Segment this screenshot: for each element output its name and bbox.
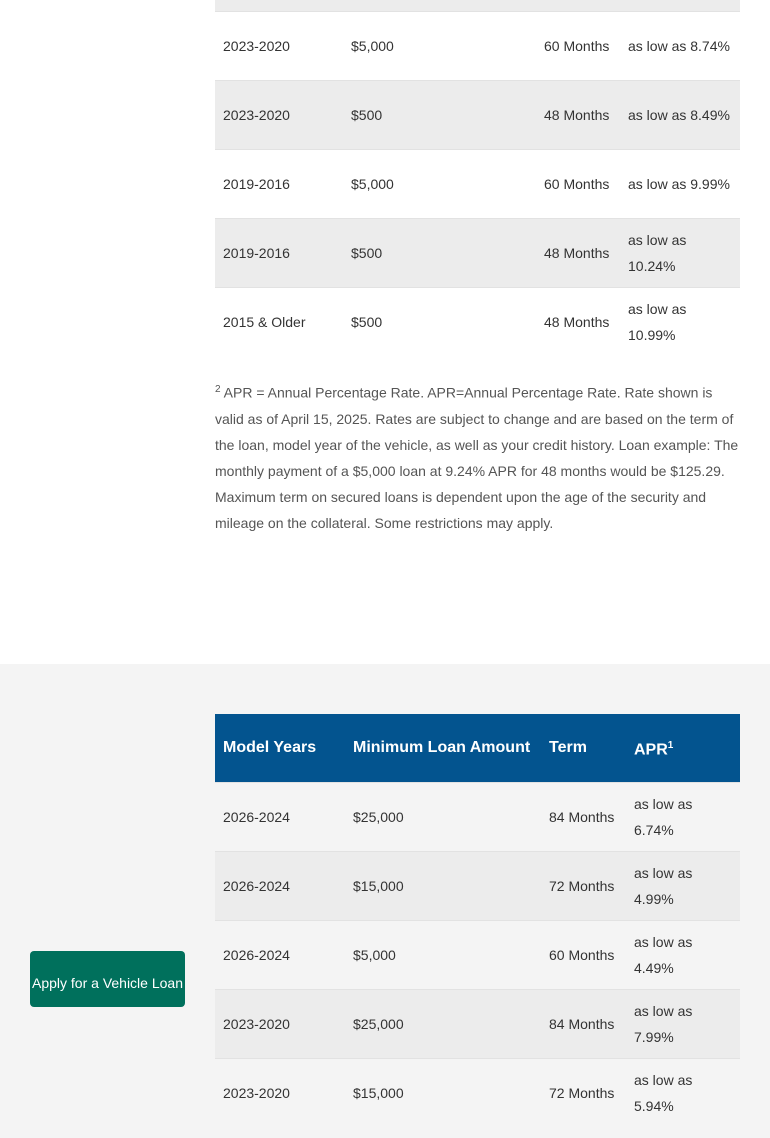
cell-years: 2015 & Older bbox=[215, 288, 343, 357]
table-row bbox=[215, 851, 740, 920]
cell-years: 2026-2024 bbox=[215, 920, 345, 989]
cell-term: 48 Months bbox=[536, 288, 620, 357]
cell-term: 48 Months bbox=[536, 81, 620, 150]
table-row bbox=[215, 219, 740, 288]
rates-table bbox=[215, 714, 740, 1127]
cell-years: 2019-2016 bbox=[215, 150, 343, 219]
cell-apr: as low as 8.74% bbox=[620, 12, 740, 81]
cell-amount: $5,000 bbox=[343, 12, 536, 81]
cell-term: 60 Months bbox=[536, 12, 620, 81]
cell-term: 72 Months bbox=[541, 1058, 626, 1127]
header-model-years: Model Years bbox=[215, 714, 345, 782]
footnote-marker: 2 bbox=[215, 384, 221, 395]
cell-years: 2023-2020 bbox=[215, 12, 343, 81]
cell-years: 2026-2024 bbox=[215, 782, 345, 851]
cell-years: 2023-2020 bbox=[215, 81, 343, 150]
cell-amount: $25,000 bbox=[345, 989, 541, 1058]
cell-amount: $500 bbox=[343, 81, 536, 150]
cell-years: 2019-2016 bbox=[215, 219, 343, 288]
cell-apr: as low as 6.74% bbox=[626, 782, 740, 851]
cell-amount: $15,000 bbox=[345, 851, 541, 920]
cell-term: 60 Months bbox=[541, 920, 626, 989]
apr-footnote bbox=[215, 377, 742, 536]
table-row bbox=[215, 150, 740, 219]
rates-table-older bbox=[215, 11, 740, 357]
cell-term: 48 Months bbox=[536, 219, 620, 288]
apr-label: APR bbox=[634, 740, 668, 758]
apr-footnote-marker: 1 bbox=[667, 739, 674, 751]
cell-apr: as low as 10.99% bbox=[620, 288, 740, 357]
cell-amount: $5,000 bbox=[343, 150, 536, 219]
table-row bbox=[215, 12, 740, 81]
cell-apr: as low as 5.94% bbox=[626, 1058, 740, 1127]
cell-amount: $500 bbox=[343, 219, 536, 288]
cell-apr: as low as 4.49% bbox=[626, 920, 740, 989]
header-apr bbox=[626, 714, 740, 782]
cell-apr: as low as 7.99% bbox=[626, 989, 740, 1058]
cell-apr: as low as 10.24% bbox=[620, 219, 740, 288]
cell-amount: $5,000 bbox=[345, 920, 541, 989]
cell-years: 2026-2024 bbox=[215, 851, 345, 920]
table-row bbox=[215, 1058, 740, 1127]
table-row bbox=[215, 782, 740, 851]
footnote-text: APR = Annual Percentage Rate. APR=Annual Percentage Rate. Rate shown is valid as of April 15, 2025. Rates are subject to change and are based on the term of the loan, model year of the vehicle, as well as your credit history. Loan example: The monthly payment of a $5,000 loan at 9.24% APR for 48 months would be $125.29. Maximum term on secured loans is dependent upon the age of the security and mileage on the collateral. Some restrictions may apply. bbox=[215, 384, 739, 531]
cell-years: 2023-2020 bbox=[215, 1058, 345, 1127]
cell-term: 72 Months bbox=[541, 851, 626, 920]
cell-amount: $15,000 bbox=[345, 1058, 541, 1127]
table-row bbox=[215, 989, 740, 1058]
table-row bbox=[215, 81, 740, 150]
cell-apr: as low as 9.99% bbox=[620, 150, 740, 219]
cell-apr: as low as 4.99% bbox=[626, 851, 740, 920]
table-row bbox=[215, 920, 740, 989]
cell-apr: as low as 8.49% bbox=[620, 81, 740, 150]
cell-amount: $25,000 bbox=[345, 782, 541, 851]
table-row bbox=[215, 288, 740, 357]
header-min-amount: Minimum Loan Amount bbox=[345, 714, 541, 782]
cell-term: 84 Months bbox=[541, 782, 626, 851]
cell-years: 2023-2020 bbox=[215, 989, 345, 1058]
header-term: Term bbox=[541, 714, 626, 782]
cell-term: 84 Months bbox=[541, 989, 626, 1058]
table-row-partial bbox=[215, 0, 740, 11]
apply-vehicle-loan-button[interactable]: Apply for a Vehicle Loan bbox=[30, 951, 185, 1007]
table-header bbox=[215, 714, 740, 782]
cell-term: 60 Months bbox=[536, 150, 620, 219]
cell-amount: $500 bbox=[343, 288, 536, 357]
